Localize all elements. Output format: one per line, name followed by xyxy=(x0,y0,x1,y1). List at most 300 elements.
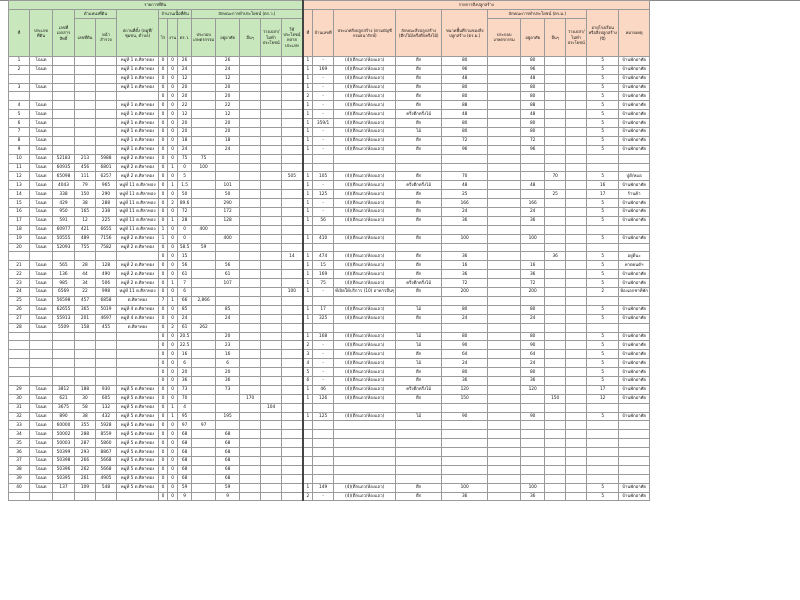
table-cell[interactable] xyxy=(587,439,619,448)
table-cell[interactable] xyxy=(488,368,521,377)
table-cell[interactable] xyxy=(545,163,566,172)
table-cell[interactable]: 5 xyxy=(587,234,619,243)
table-cell[interactable]: 0 xyxy=(159,65,168,74)
table-cell[interactable]: หมู่ที่ 5 ต.ศิลาทอง xyxy=(117,439,159,448)
table-cell[interactable] xyxy=(53,101,75,110)
table-cell[interactable]: ไม้ xyxy=(396,341,442,350)
table-cell[interactable]: 0 xyxy=(159,385,168,394)
table-cell[interactable]: 325 xyxy=(313,314,334,323)
table-cell[interactable]: 950 xyxy=(53,208,75,217)
table-cell[interactable]: 36 xyxy=(521,216,545,225)
table-cell[interactable]: หมู่ที่ 1 ต.ศิลาทอง xyxy=(117,56,159,65)
table-cell[interactable]: 73 xyxy=(178,385,192,394)
table-cell[interactable]: 0 xyxy=(159,154,168,163)
table-cell[interactable]: 0 xyxy=(159,270,168,279)
table-cell[interactable]: 0 xyxy=(168,465,178,474)
table-cell[interactable] xyxy=(566,136,587,145)
table-cell[interactable] xyxy=(192,83,216,92)
table-cell[interactable] xyxy=(566,56,587,65)
table-cell[interactable] xyxy=(261,56,282,65)
table-cell[interactable] xyxy=(488,448,521,457)
table-cell[interactable] xyxy=(282,199,303,208)
table-cell[interactable]: 20 xyxy=(216,332,240,341)
table-cell[interactable]: 5 xyxy=(587,145,619,154)
table-cell[interactable]: (4)(ตึกแถว/ห้องแถว) xyxy=(334,385,396,394)
table-cell[interactable] xyxy=(240,261,261,270)
table-cell[interactable]: 287 xyxy=(75,439,96,448)
table-cell[interactable]: 1 xyxy=(303,199,313,208)
table-cell[interactable] xyxy=(521,172,545,181)
table-cell[interactable] xyxy=(261,234,282,243)
table-cell[interactable] xyxy=(587,154,619,163)
table-cell[interactable] xyxy=(488,296,521,305)
table-cell[interactable]: ตึก xyxy=(396,92,442,101)
table-cell[interactable]: 55913 xyxy=(53,314,75,323)
table-cell[interactable]: 90 xyxy=(442,412,488,421)
table-cell[interactable] xyxy=(282,261,303,270)
table-cell[interactable]: 5 xyxy=(587,172,619,181)
table-cell[interactable]: โฉนด xyxy=(30,101,53,110)
table-cell[interactable] xyxy=(261,83,282,92)
table-cell[interactable] xyxy=(521,323,545,332)
table-cell[interactable]: 1 xyxy=(303,385,313,394)
table-cell[interactable] xyxy=(488,119,521,128)
table-cell[interactable]: 126 xyxy=(313,394,334,403)
table-cell[interactable] xyxy=(261,208,282,217)
table-cell[interactable] xyxy=(192,190,216,199)
table-cell[interactable]: 80 xyxy=(442,92,488,101)
table-cell[interactable]: 1 xyxy=(303,332,313,341)
table-cell[interactable]: 1 xyxy=(303,305,313,314)
table-cell[interactable] xyxy=(261,314,282,323)
table-cell[interactable]: บ้านพักอาศัย xyxy=(619,208,650,217)
table-cell[interactable] xyxy=(566,101,587,110)
table-cell[interactable] xyxy=(488,465,521,474)
table-cell[interactable] xyxy=(282,341,303,350)
table-cell[interactable]: 111 xyxy=(75,172,96,181)
table-cell[interactable] xyxy=(334,474,396,483)
table-cell[interactable]: 5 xyxy=(587,92,619,101)
table-cell[interactable]: หมู่ที่ 2 ต.ศิลาทอง xyxy=(117,270,159,279)
table-cell[interactable]: 16 xyxy=(587,181,619,190)
table-cell[interactable] xyxy=(240,341,261,350)
table-cell[interactable] xyxy=(488,163,521,172)
table-cell[interactable]: 5 xyxy=(587,314,619,323)
table-cell[interactable] xyxy=(53,492,75,501)
table-cell[interactable]: 0 xyxy=(159,163,168,172)
table-cell[interactable]: 36 xyxy=(9,448,30,457)
table-cell[interactable]: (4)(ตึกแถว/ห้องแถว) xyxy=(334,199,396,208)
table-cell[interactable]: 50398 xyxy=(53,456,75,465)
table-cell[interactable]: 290 xyxy=(96,190,117,199)
table-cell[interactable]: 50399 xyxy=(53,448,75,457)
table-cell[interactable] xyxy=(216,421,240,430)
table-cell[interactable] xyxy=(566,385,587,394)
table-cell[interactable] xyxy=(240,190,261,199)
table-cell[interactable]: 169 xyxy=(313,270,334,279)
table-cell[interactable]: 5860 xyxy=(96,439,117,448)
table-cell[interactable]: โฉนด xyxy=(30,279,53,288)
table-cell[interactable] xyxy=(545,439,566,448)
table-cell[interactable] xyxy=(261,119,282,128)
table-cell[interactable] xyxy=(488,190,521,199)
table-cell[interactable]: บ้านพักอาศัย xyxy=(619,270,650,279)
table-cell[interactable]: - xyxy=(313,181,334,190)
table-cell[interactable] xyxy=(566,270,587,279)
table-cell[interactable] xyxy=(488,65,521,74)
table-cell[interactable]: (4)(ตึกแถว/ห้องแถว) xyxy=(334,492,396,501)
table-cell[interactable] xyxy=(521,394,545,403)
table-cell[interactable]: 5 xyxy=(587,110,619,119)
table-cell[interactable]: 56598 xyxy=(53,296,75,305)
table-cell[interactable] xyxy=(566,448,587,457)
table-cell[interactable] xyxy=(521,474,545,483)
table-cell[interactable]: 150 xyxy=(545,394,566,403)
table-cell[interactable] xyxy=(566,74,587,83)
table-cell[interactable]: 0 xyxy=(159,199,168,208)
table-cell[interactable]: 13 xyxy=(9,181,30,190)
table-cell[interactable] xyxy=(216,163,240,172)
table-cell[interactable]: ต.ศิลาทอง xyxy=(117,296,159,305)
table-cell[interactable]: 965 xyxy=(96,181,117,190)
table-cell[interactable]: 25 xyxy=(442,190,488,199)
table-cell[interactable]: 105 xyxy=(313,172,334,181)
table-cell[interactable]: 0 xyxy=(159,492,168,501)
table-cell[interactable]: โฉนด xyxy=(30,296,53,305)
table-cell[interactable] xyxy=(545,279,566,288)
table-cell[interactable]: (4)(ตึกแถว/ห้องแถว) xyxy=(334,252,396,261)
table-cell[interactable]: 0 xyxy=(168,305,178,314)
table-cell[interactable]: 1 xyxy=(303,110,313,119)
table-cell[interactable]: 68 xyxy=(178,456,192,465)
table-cell[interactable]: หมู่ที่ 1 ต.ศิลาทอง xyxy=(117,65,159,74)
table-cell[interactable] xyxy=(96,65,117,74)
table-cell[interactable]: 0 xyxy=(168,56,178,65)
table-cell[interactable]: 0 xyxy=(159,376,168,385)
table-cell[interactable]: 0 xyxy=(168,154,178,163)
table-cell[interactable] xyxy=(619,439,650,448)
table-cell[interactable] xyxy=(566,483,587,492)
table-cell[interactable]: 61 xyxy=(178,323,192,332)
table-cell[interactable] xyxy=(566,359,587,368)
table-cell[interactable]: (4)(ตึกแถว/ห้องแถว) xyxy=(334,92,396,101)
table-cell[interactable]: 125 xyxy=(313,412,334,421)
table-cell[interactable] xyxy=(261,430,282,439)
table-cell[interactable]: 6257 xyxy=(96,172,117,181)
table-cell[interactable] xyxy=(192,474,216,483)
table-cell[interactable]: 24 xyxy=(521,314,545,323)
table-cell[interactable] xyxy=(261,225,282,234)
table-cell[interactable] xyxy=(192,305,216,314)
table-cell[interactable] xyxy=(240,305,261,314)
table-cell[interactable]: 85 xyxy=(216,305,240,314)
table-cell[interactable] xyxy=(261,172,282,181)
table-cell[interactable] xyxy=(619,403,650,412)
table-cell[interactable]: 0 xyxy=(159,430,168,439)
table-cell[interactable]: 97 xyxy=(178,421,192,430)
table-cell[interactable]: - xyxy=(313,83,334,92)
table-cell[interactable] xyxy=(303,430,313,439)
table-cell[interactable] xyxy=(261,154,282,163)
table-cell[interactable]: หมู่ที่ 2 ต.ศิลาทอง xyxy=(117,234,159,243)
table-cell[interactable] xyxy=(488,261,521,270)
table-cell[interactable]: 5 xyxy=(587,128,619,137)
table-cell[interactable]: 12 xyxy=(75,216,96,225)
table-cell[interactable]: 262 xyxy=(75,465,96,474)
table-cell[interactable]: 68 xyxy=(216,474,240,483)
table-cell[interactable] xyxy=(96,119,117,128)
table-cell[interactable] xyxy=(488,110,521,119)
table-cell[interactable]: 14 xyxy=(9,190,30,199)
table-cell[interactable] xyxy=(75,341,96,350)
table-cell[interactable] xyxy=(619,296,650,305)
table-cell[interactable]: 0 xyxy=(168,243,178,252)
table-cell[interactable] xyxy=(240,376,261,385)
table-cell[interactable] xyxy=(282,181,303,190)
table-cell[interactable]: 0 xyxy=(168,65,178,74)
table-cell[interactable]: ตึก xyxy=(396,56,442,65)
table-cell[interactable]: 17 xyxy=(9,216,30,225)
table-cell[interactable] xyxy=(240,216,261,225)
table-cell[interactable]: หมู่ที่ 11 ต.ศิลาทอง xyxy=(117,181,159,190)
table-cell[interactable] xyxy=(566,208,587,217)
table-cell[interactable]: ครึ่งตึกครึ่งไม้ xyxy=(396,110,442,119)
table-cell[interactable] xyxy=(442,323,488,332)
table-cell[interactable] xyxy=(488,483,521,492)
table-cell[interactable] xyxy=(282,270,303,279)
table-cell[interactable]: 400 xyxy=(192,225,216,234)
table-cell[interactable] xyxy=(282,323,303,332)
table-cell[interactable]: 16 xyxy=(178,350,192,359)
table-cell[interactable] xyxy=(566,439,587,448)
table-cell[interactable] xyxy=(334,421,396,430)
table-cell[interactable]: 5 xyxy=(9,110,30,119)
table-cell[interactable]: ตึก xyxy=(396,119,442,128)
table-cell[interactable]: - xyxy=(313,56,334,65)
table-cell[interactable] xyxy=(334,163,396,172)
table-cell[interactable]: 605 xyxy=(96,394,117,403)
table-cell[interactable] xyxy=(53,341,75,350)
table-cell[interactable]: 70 xyxy=(178,394,192,403)
table-cell[interactable] xyxy=(216,243,240,252)
table-cell[interactable]: 0 xyxy=(168,448,178,457)
table-cell[interactable]: 137 xyxy=(53,483,75,492)
table-cell[interactable] xyxy=(442,243,488,252)
table-cell[interactable] xyxy=(303,465,313,474)
table-cell[interactable]: 6655 xyxy=(96,225,117,234)
table-cell[interactable] xyxy=(9,332,30,341)
table-cell[interactable] xyxy=(9,74,30,83)
table-cell[interactable]: 8 xyxy=(9,136,30,145)
table-cell[interactable] xyxy=(240,350,261,359)
table-cell[interactable] xyxy=(192,376,216,385)
table-cell[interactable]: บ้านพักอาศัย xyxy=(619,83,650,92)
table-cell[interactable] xyxy=(488,350,521,359)
table-cell[interactable]: 5 xyxy=(587,332,619,341)
table-cell[interactable]: บ้านพักอาศัย xyxy=(619,368,650,377)
table-cell[interactable] xyxy=(282,65,303,74)
table-cell[interactable]: (4)(ตึกแถว/ห้องแถว) xyxy=(334,376,396,385)
table-cell[interactable]: 52093 xyxy=(53,243,75,252)
table-cell[interactable] xyxy=(521,252,545,261)
table-cell[interactable] xyxy=(521,456,545,465)
table-cell[interactable] xyxy=(442,465,488,474)
table-cell[interactable] xyxy=(313,439,334,448)
table-cell[interactable]: - xyxy=(313,341,334,350)
table-cell[interactable]: 5 xyxy=(587,136,619,145)
table-cell[interactable] xyxy=(545,341,566,350)
table-cell[interactable]: 72 xyxy=(442,279,488,288)
table-cell[interactable]: 0 xyxy=(168,376,178,385)
table-cell[interactable]: 1 xyxy=(303,101,313,110)
table-cell[interactable] xyxy=(192,456,216,465)
table-cell[interactable] xyxy=(282,56,303,65)
table-cell[interactable] xyxy=(192,448,216,457)
table-cell[interactable]: ตึก xyxy=(396,252,442,261)
table-cell[interactable] xyxy=(282,119,303,128)
table-cell[interactable]: (4)(ตึกแถว/ห้องแถว) xyxy=(334,128,396,137)
table-cell[interactable] xyxy=(545,350,566,359)
table-cell[interactable] xyxy=(488,216,521,225)
table-cell[interactable] xyxy=(282,483,303,492)
table-cell[interactable] xyxy=(53,56,75,65)
table-cell[interactable]: 59 xyxy=(178,483,192,492)
table-cell[interactable] xyxy=(545,92,566,101)
table-cell[interactable] xyxy=(240,252,261,261)
table-cell[interactable]: 3812 xyxy=(53,385,75,394)
table-cell[interactable] xyxy=(192,56,216,65)
table-cell[interactable]: โฉนด xyxy=(30,119,53,128)
table-cell[interactable] xyxy=(282,314,303,323)
table-cell[interactable]: โฉนด xyxy=(30,234,53,243)
table-cell[interactable]: 12 xyxy=(587,394,619,403)
table-cell[interactable] xyxy=(240,279,261,288)
table-cell[interactable]: ตึก xyxy=(396,65,442,74)
table-cell[interactable] xyxy=(334,403,396,412)
table-cell[interactable] xyxy=(96,492,117,501)
table-cell[interactable]: 96 xyxy=(521,145,545,154)
table-cell[interactable]: 0 xyxy=(168,83,178,92)
table-cell[interactable]: 1 xyxy=(168,279,178,288)
table-cell[interactable]: 548 xyxy=(96,483,117,492)
table-cell[interactable]: 0 xyxy=(168,430,178,439)
table-cell[interactable] xyxy=(396,474,442,483)
table-cell[interactable] xyxy=(334,154,396,163)
table-cell[interactable] xyxy=(261,243,282,252)
table-cell[interactable]: 261 xyxy=(75,474,96,483)
table-cell[interactable]: 5 xyxy=(587,119,619,128)
table-cell[interactable] xyxy=(334,296,396,305)
table-cell[interactable]: 21 xyxy=(9,261,30,270)
table-cell[interactable]: 80 xyxy=(442,119,488,128)
table-cell[interactable]: 0 xyxy=(159,483,168,492)
table-cell[interactable]: 12 xyxy=(178,74,192,83)
table-cell[interactable] xyxy=(261,92,282,101)
table-cell[interactable]: 489 xyxy=(75,234,96,243)
table-cell[interactable] xyxy=(566,234,587,243)
table-cell[interactable]: 0 xyxy=(159,181,168,190)
table-cell[interactable]: บ้านพักอาศัย xyxy=(619,412,650,421)
table-cell[interactable]: 5988 xyxy=(96,154,117,163)
table-cell[interactable]: (4)(ตึกแถว/ห้องแถว) xyxy=(334,83,396,92)
table-cell[interactable] xyxy=(566,128,587,137)
table-cell[interactable]: 1 xyxy=(168,412,178,421)
table-cell[interactable]: 0 xyxy=(159,243,168,252)
table-cell[interactable]: 68 xyxy=(178,430,192,439)
table-cell[interactable] xyxy=(75,136,96,145)
table-cell[interactable]: โฉนด xyxy=(30,394,53,403)
table-cell[interactable] xyxy=(240,243,261,252)
table-cell[interactable] xyxy=(75,56,96,65)
table-cell[interactable]: 5 xyxy=(587,101,619,110)
table-cell[interactable]: 5019 xyxy=(96,305,117,314)
table-cell[interactable]: 238 xyxy=(96,208,117,217)
table-cell[interactable] xyxy=(488,154,521,163)
table-cell[interactable]: ตึก xyxy=(396,261,442,270)
table-cell[interactable] xyxy=(261,332,282,341)
table-cell[interactable]: 0 xyxy=(159,305,168,314)
table-cell[interactable] xyxy=(587,456,619,465)
table-cell[interactable] xyxy=(488,394,521,403)
table-cell[interactable]: 0 xyxy=(168,190,178,199)
table-cell[interactable] xyxy=(192,119,216,128)
table-cell[interactable]: 0 xyxy=(168,456,178,465)
table-cell[interactable] xyxy=(545,181,566,190)
table-cell[interactable]: 80 xyxy=(442,83,488,92)
table-cell[interactable]: ตึก xyxy=(396,83,442,92)
table-cell[interactable]: อยู่ดีนะ xyxy=(619,252,650,261)
table-cell[interactable]: 170 xyxy=(240,394,261,403)
table-cell[interactable]: 1 xyxy=(303,252,313,261)
table-cell[interactable] xyxy=(240,172,261,181)
table-cell[interactable] xyxy=(53,145,75,154)
table-cell[interactable]: 5 xyxy=(587,270,619,279)
table-cell[interactable] xyxy=(488,74,521,83)
table-cell[interactable] xyxy=(545,314,566,323)
table-cell[interactable] xyxy=(587,465,619,474)
table-cell[interactable]: 5 xyxy=(587,305,619,314)
table-cell[interactable]: (4)(ตึกแถว/ห้องแถว) xyxy=(334,65,396,74)
table-cell[interactable]: 18 xyxy=(178,136,192,145)
table-cell[interactable] xyxy=(566,199,587,208)
table-cell[interactable] xyxy=(261,110,282,119)
table-cell[interactable]: 0 xyxy=(159,74,168,83)
table-cell[interactable]: 39 xyxy=(9,474,30,483)
table-cell[interactable]: 26 xyxy=(9,305,30,314)
table-cell[interactable]: 0 xyxy=(168,314,178,323)
table-cell[interactable]: 96 xyxy=(521,65,545,74)
table-cell[interactable]: 1 xyxy=(303,270,313,279)
table-cell[interactable] xyxy=(521,190,545,199)
table-cell[interactable]: 68 xyxy=(216,456,240,465)
table-cell[interactable]: 95 xyxy=(178,412,192,421)
table-cell[interactable]: 1 xyxy=(303,172,313,181)
table-cell[interactable] xyxy=(619,465,650,474)
table-cell[interactable] xyxy=(545,154,566,163)
table-cell[interactable]: 1 xyxy=(168,181,178,190)
table-cell[interactable] xyxy=(282,190,303,199)
table-cell[interactable] xyxy=(192,252,216,261)
table-cell[interactable] xyxy=(96,101,117,110)
table-cell[interactable] xyxy=(396,430,442,439)
table-cell[interactable] xyxy=(303,421,313,430)
table-cell[interactable] xyxy=(566,430,587,439)
table-cell[interactable]: 621 xyxy=(53,394,75,403)
table-cell[interactable]: 149 xyxy=(313,483,334,492)
table-cell[interactable]: 0 xyxy=(168,421,178,430)
table-cell[interactable]: หมู่ที่ 5 ต.ศิลาทอง xyxy=(117,456,159,465)
table-cell[interactable]: โฉนด xyxy=(30,128,53,137)
